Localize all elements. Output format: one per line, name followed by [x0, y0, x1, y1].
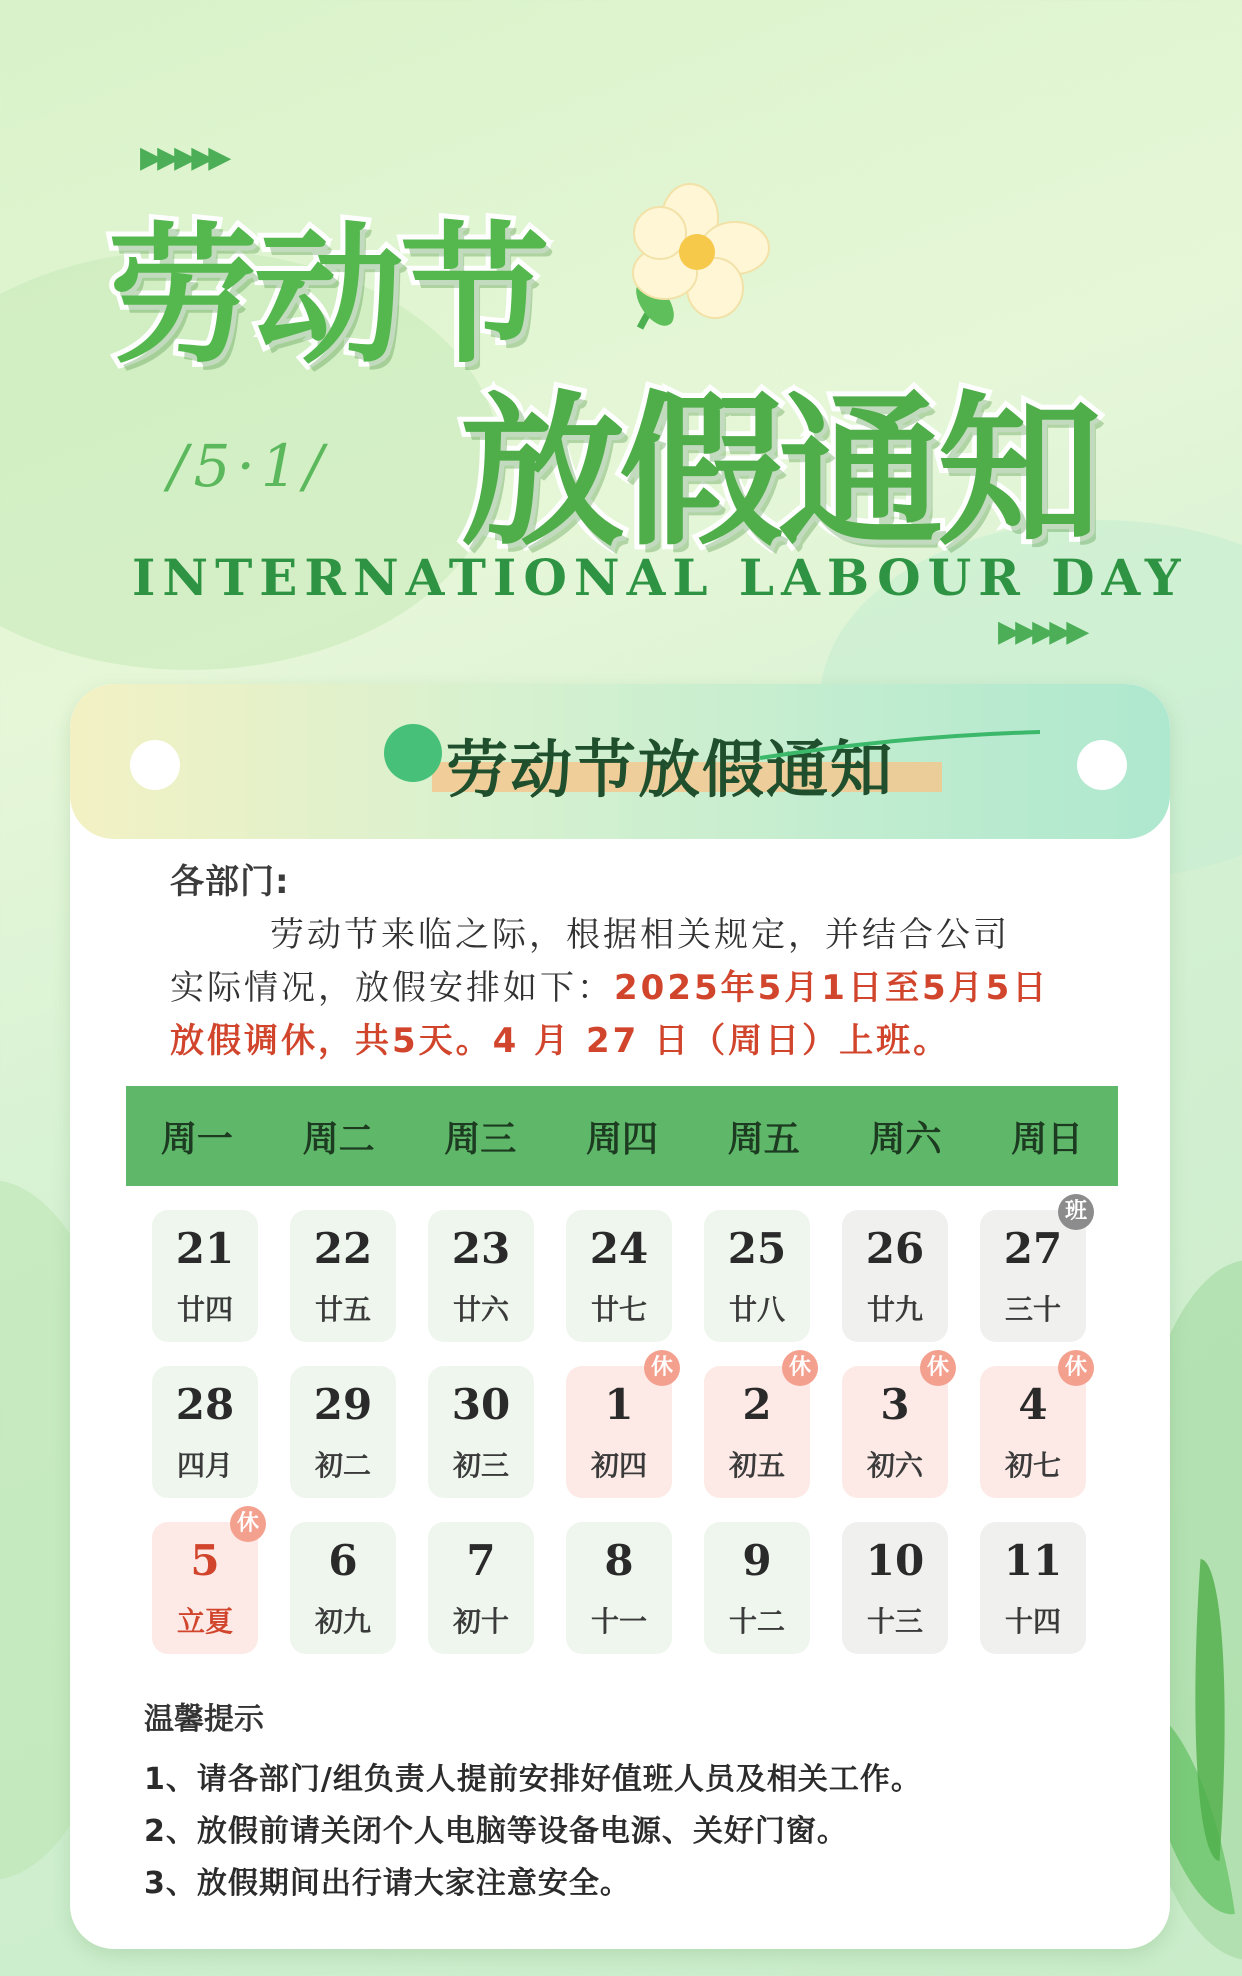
calendar-day-cell	[290, 1210, 396, 1342]
notice-text	[170, 856, 1070, 1068]
day-number: 4	[1018, 1380, 1048, 1429]
lunar-date: 廿八	[728, 1293, 785, 1326]
body-line-2	[170, 962, 1070, 1015]
notice-card	[70, 684, 1170, 1949]
weekday-label: 周二	[302, 1117, 375, 1160]
calendar-day-cell	[566, 1522, 672, 1654]
day-number: 22	[313, 1224, 373, 1273]
tips-section	[144, 1694, 1104, 1910]
day-number: 5	[190, 1536, 220, 1585]
calendar-day-cell	[842, 1355, 949, 1498]
work-day-badge: 班	[1058, 1194, 1094, 1230]
body-line-1: 劳动节来临之际，根据相关规定，并结合公司	[270, 915, 1010, 955]
date-mark: /5·1/	[168, 432, 330, 500]
body-line-2-plain: 实际情况，放假安排如下：	[170, 968, 614, 1008]
lunar-date: 十四	[1004, 1605, 1061, 1638]
day-number: 24	[589, 1224, 649, 1273]
day-number: 21	[175, 1224, 235, 1273]
calendar-day-cell	[152, 1366, 258, 1498]
lunar-date: 十三	[866, 1605, 923, 1638]
card-header	[70, 684, 1170, 839]
lunar-date: 廿九	[866, 1293, 923, 1326]
calendar-day-cell	[428, 1366, 534, 1498]
title-line2: 放假通知	[460, 376, 1096, 568]
swoosh-decoration	[760, 728, 1040, 768]
day-number: 30	[451, 1380, 511, 1429]
day-number: 25	[727, 1224, 787, 1273]
day-number: 6	[328, 1536, 358, 1585]
calendar-day-cell	[566, 1355, 673, 1498]
lunar-date: 初十	[452, 1605, 509, 1638]
lunar-date: 初五	[728, 1449, 785, 1482]
greeting: 各部门:	[170, 862, 290, 902]
rest-day-badge: 休	[644, 1350, 680, 1386]
day-number: 26	[865, 1224, 925, 1273]
day-number: 27	[1003, 1224, 1063, 1273]
tip-item: 1、请各部门/组负责人提前安排好值班人员及相关工作。	[144, 1762, 922, 1797]
tip-item: 3、放假期间出行请大家注意安全。	[144, 1866, 631, 1901]
weekday-label: 周日	[1011, 1117, 1084, 1160]
lunar-date: 廿五	[314, 1293, 371, 1326]
rest-day-badge: 休	[782, 1350, 818, 1386]
calendar-day-cell	[428, 1522, 534, 1654]
lunar-date: 十二	[728, 1605, 785, 1638]
lunar-date: 初二	[314, 1449, 371, 1482]
day-number: 7	[466, 1536, 496, 1585]
rest-day-badge: 休	[1058, 1350, 1094, 1386]
lunar-date: 廿七	[590, 1293, 647, 1326]
holiday-range: 2025年5月1日至5月5日	[614, 968, 1050, 1008]
calendar-day-cell	[704, 1210, 810, 1342]
lunar-date: 十一	[590, 1605, 647, 1638]
weekday-label: 周五	[727, 1117, 800, 1160]
calendar-day-cell	[842, 1522, 948, 1654]
day-number: 9	[742, 1536, 772, 1585]
arrows-decoration: ▶▶▶▶▶	[140, 140, 226, 175]
weekday-label: 周六	[869, 1117, 942, 1160]
calendar-day-cell	[290, 1366, 396, 1498]
calendar-day-cell	[566, 1210, 672, 1342]
day-number: 23	[451, 1224, 511, 1273]
title-dot	[384, 724, 442, 782]
lunar-date: 初九	[314, 1605, 371, 1638]
day-number: 1	[604, 1380, 634, 1429]
day-number: 3	[880, 1380, 910, 1429]
day-number: 10	[865, 1536, 925, 1585]
lunar-date: 廿四	[176, 1293, 233, 1326]
calendar-day-cell	[290, 1522, 396, 1654]
weekday-header	[126, 1086, 1118, 1186]
arrows-decoration: ▶▶▶▶▶	[998, 614, 1084, 649]
tip-item: 2、放假前请关闭个人电脑等设备电源、关好门窗。	[144, 1814, 848, 1849]
calendar-day-cell	[152, 1511, 259, 1654]
body-line-3: 放假调休，共5天。4 月 27 日（周日）上班。	[170, 1021, 951, 1061]
weekday-label: 周一	[160, 1117, 233, 1160]
lunar-date: 初六	[866, 1449, 923, 1482]
tips-heading: 温馨提示	[144, 1702, 264, 1737]
flower-icon	[600, 178, 780, 338]
weekday-label: 周四	[586, 1117, 659, 1160]
day-number: 8	[604, 1536, 634, 1585]
lunar-date: 四月	[176, 1449, 233, 1482]
day-number: 2	[742, 1380, 772, 1429]
day-number: 11	[1003, 1536, 1063, 1585]
binder-hole	[130, 740, 180, 790]
calendar-day-cell	[704, 1522, 810, 1654]
lunar-date: 三十	[1004, 1293, 1061, 1326]
binder-hole	[1077, 740, 1127, 790]
lunar-date: 初三	[452, 1449, 509, 1482]
day-number: 28	[175, 1380, 235, 1429]
lunar-date: 立夏	[176, 1605, 233, 1638]
calendar-day-cell	[428, 1210, 534, 1342]
calendar-day-cell	[704, 1355, 811, 1498]
calendar-day-cell	[980, 1355, 1087, 1498]
calendar-day-cell	[842, 1210, 948, 1342]
subtitle-english: INTERNATIONAL LABOUR DAY	[132, 548, 1188, 607]
calendar-day-cell	[980, 1199, 1087, 1342]
lunar-date: 初七	[1004, 1449, 1061, 1482]
lunar-date: 廿六	[452, 1293, 509, 1326]
lunar-date: 初四	[590, 1449, 647, 1482]
rest-day-badge: 休	[230, 1506, 266, 1542]
day-number: 29	[313, 1380, 373, 1429]
title-line1: 劳动节	[108, 210, 547, 384]
calendar-day-cell	[152, 1210, 258, 1342]
weekday-label: 周三	[444, 1117, 517, 1160]
card-title: 劳动节放假通知	[446, 733, 895, 806]
calendar-day-cell	[980, 1522, 1086, 1654]
rest-day-badge: 休	[920, 1350, 956, 1386]
